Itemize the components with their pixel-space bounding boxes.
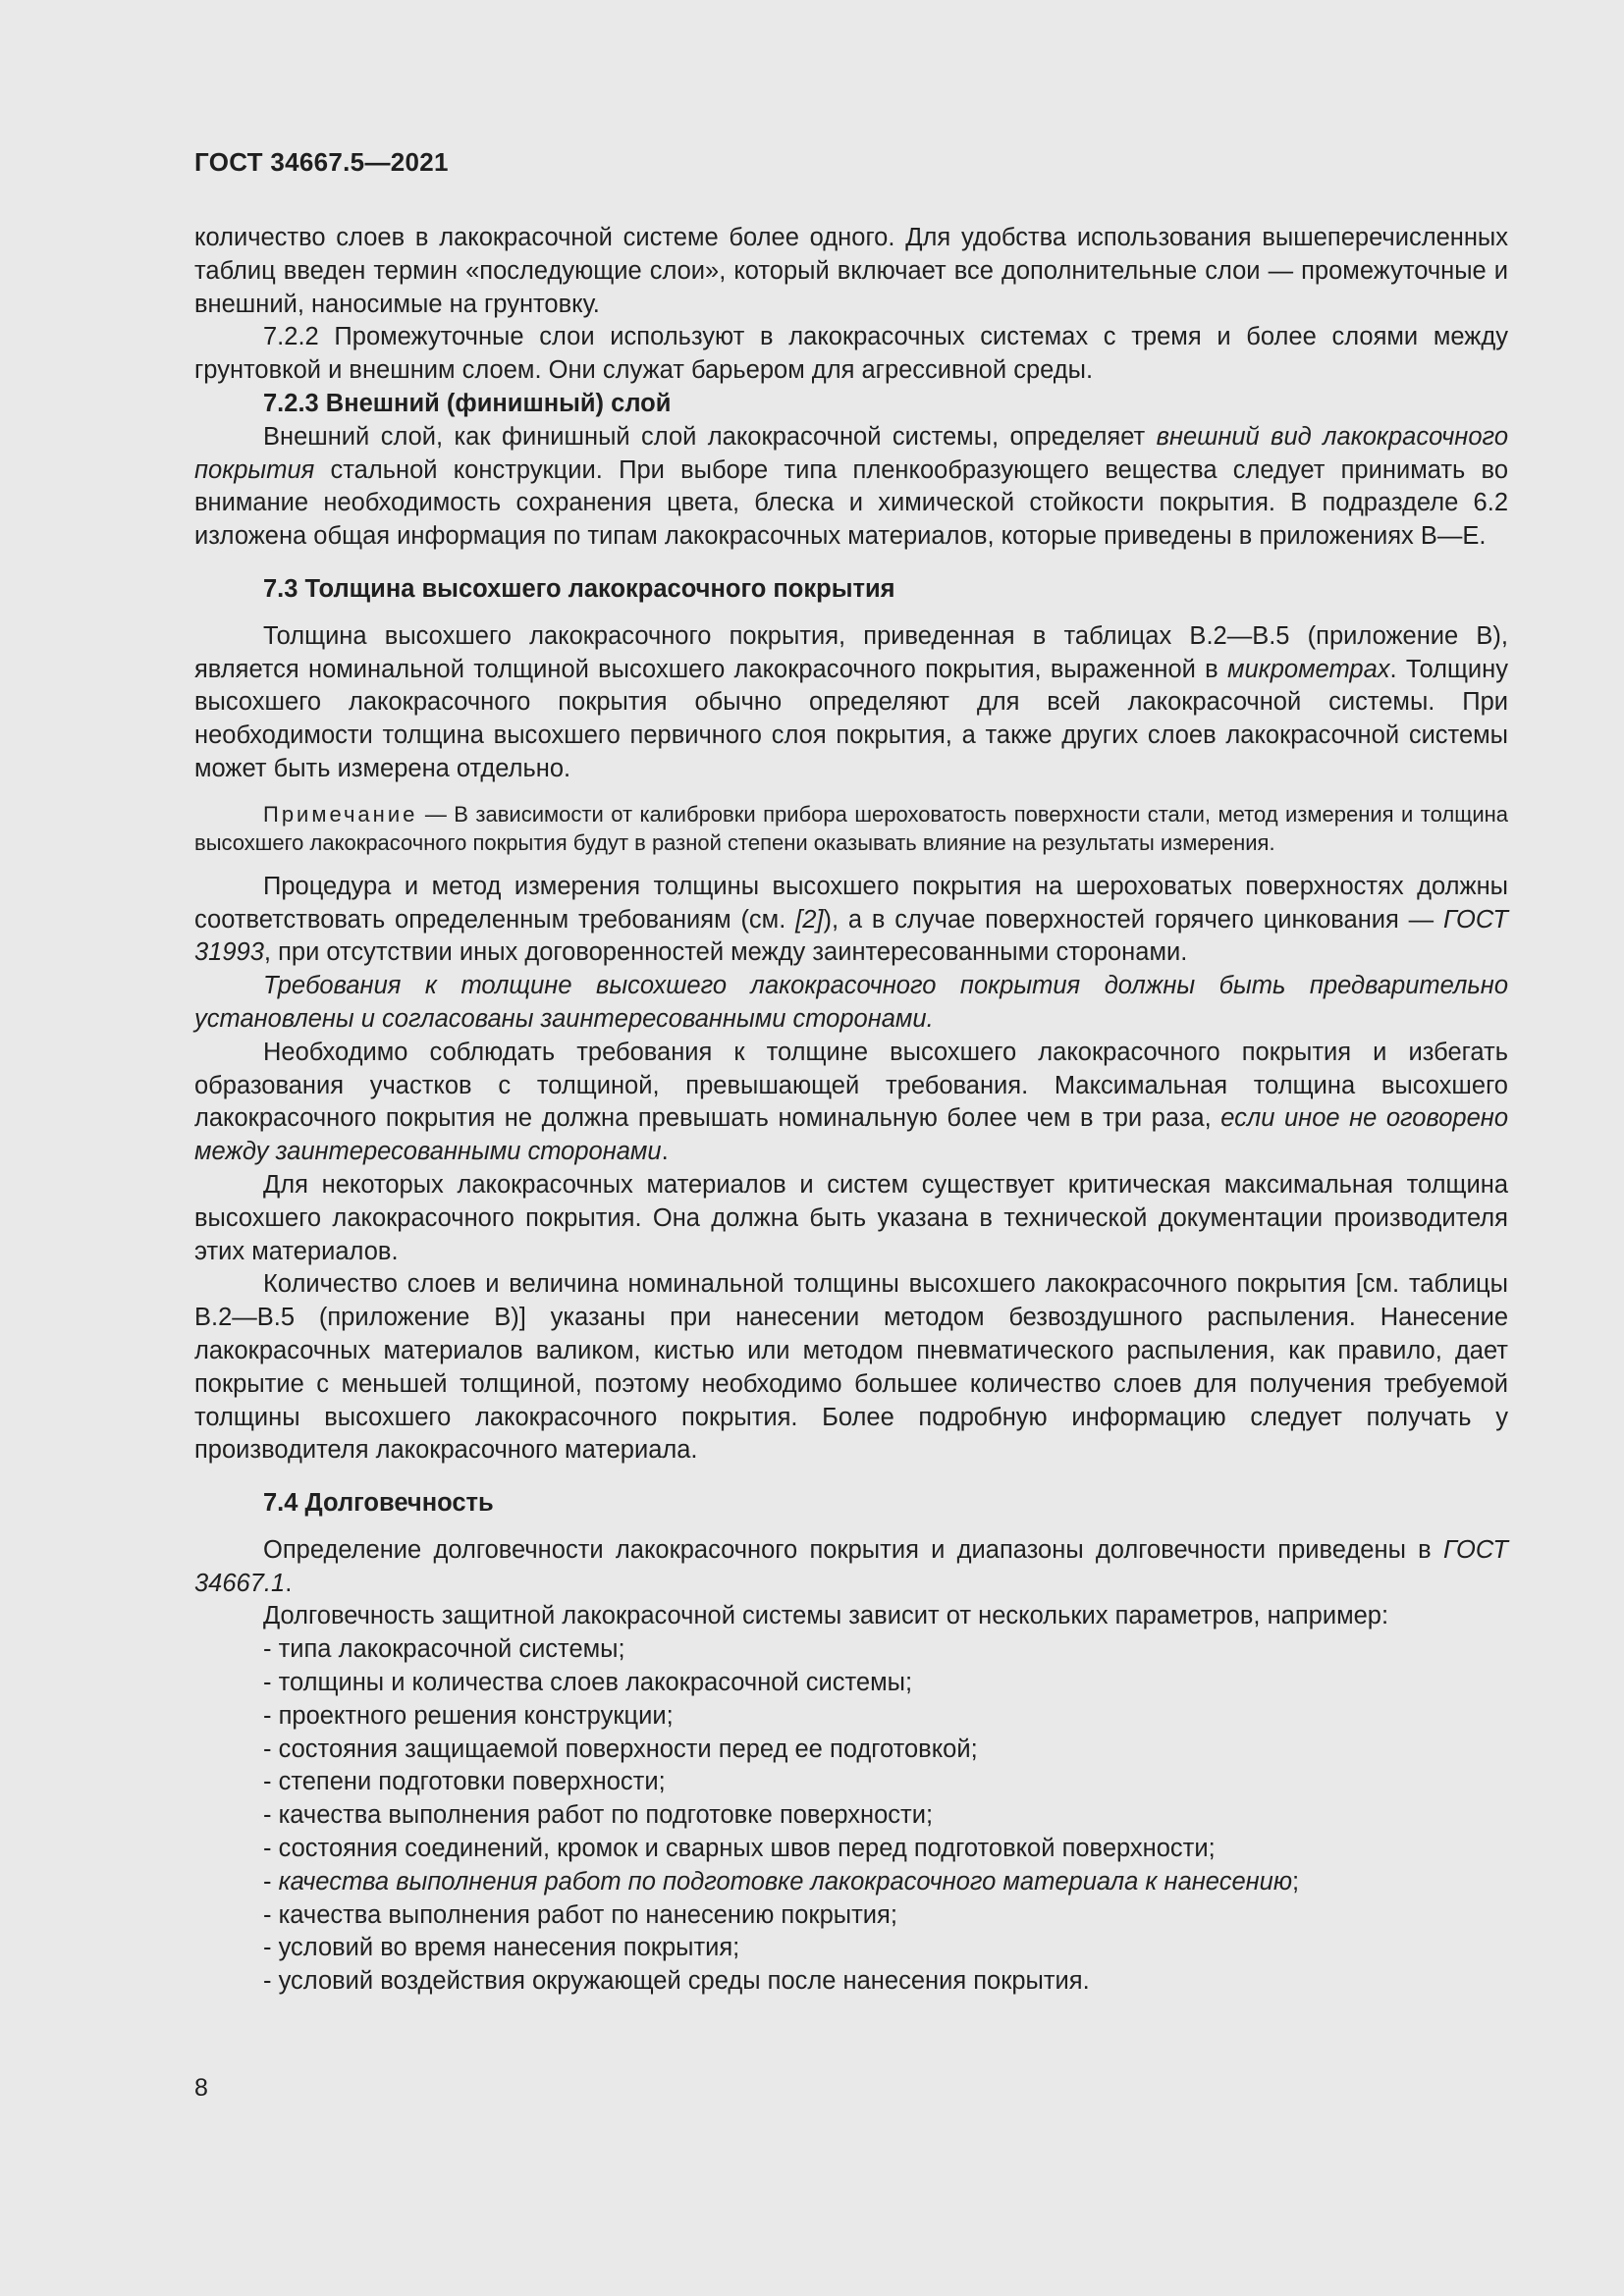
text-run: , при отсутствии иных договоренностей между заинтересованными сторонами. <box>263 938 1188 967</box>
text-run: Определение долговечности лакокрасочного покрытия и диапазоны долговечности приведены в <box>263 1535 1443 1564</box>
note-label: Примечание <box>263 801 418 827</box>
standard-reference: ГОСТ 31993 <box>194 905 1509 967</box>
italic-run: внешний вид лакокрасочного покрытия <box>194 422 1508 484</box>
list-item: - типа лакокрасочной системы; <box>263 1635 625 1664</box>
text-run: Внешний слой, как финишный слой лакокрасочной системы, определяет <box>263 422 1157 451</box>
italic-run: если иное не оговорено между заинтересованными сторонами <box>194 1104 1508 1166</box>
note-text: — В зависимости от калибровки прибора шероховатость поверхности стали, метод измерения и толщина высохшего лакокрасочного покрытия будут в разной степени оказывать влияние на результаты измерения. <box>194 801 1508 855</box>
list-item: - качества выполнения работ по нанесению покрытия; <box>263 1900 897 1929</box>
list-item: - состояния защищаемой поверхности перед ее подготовкой; <box>263 1735 978 1763</box>
list-item: - качества выполнения работ по подготовке поверхности; <box>263 1801 934 1830</box>
italic-run: Требования к толщине высохшего лакокрасочного покрытия должны быть предварительно установлены и согласованы заинтересованными сторонами. <box>194 972 1508 1033</box>
list-item: - состояния соединений, кромок и сварных швов перед подготовкой поверхности; <box>263 1835 1216 1863</box>
list-item: - условий воздействия окружающей среды после нанесения покрытия. <box>263 1967 1090 1996</box>
paragraph <box>194 1534 1508 1601</box>
paragraph <box>194 970 1508 1037</box>
page-content <box>194 222 1508 1999</box>
section-heading-7-4: 7.4 Долговечность <box>263 1489 494 1518</box>
list-item: - степени подготовки поверхности; <box>263 1768 666 1796</box>
note <box>194 800 1508 857</box>
list-item: - проектного решения конструкции; <box>263 1701 674 1730</box>
standard-reference: ГОСТ 34667.1 <box>194 1535 1508 1597</box>
list-item: - условий во время нанесения покрытия; <box>263 1934 740 1962</box>
italic-run: качества выполнения работ по подготовке лакокрасочного материала к нанесению <box>278 1867 1293 1896</box>
italic-run: микрометрах <box>1227 655 1390 683</box>
page-number: 8 <box>194 2074 208 2102</box>
text-run: ), а в случае поверхностей горячего цинкования — <box>823 905 1443 934</box>
text-run: Процедура и метод измерения толщины высохшего покрытия на шероховатых поверхностях должны соответствовать определенным требованиям (см. <box>194 872 1508 934</box>
paragraph <box>194 871 1508 970</box>
text-run: ; <box>1292 1867 1300 1896</box>
text-run: . Толщину высохшего лакокрасочного покрытия обычно определяют для всей лакокрасочной системы. При необходимости толщина высохшего первичного слоя покрытия, а также других слоев лакокрасочной системы может быть измерена отдельно. <box>194 655 1509 782</box>
text-run: - <box>263 1867 279 1896</box>
paragraph: Количество слоев и величина номинальной толщины высохшего лакокрасочного покрытия [см. таблицы В.2—В.5 (приложение В)] указаны при нанесении методом безвоздушного распыления. Нанесение лакокрасочных материалов валиком, кистью или методом пневматического распыления, как правило, дает покрытие с меньшей толщиной, поэтому необходимо большее количество слоев для получения требуемой толщины высохшего лакокрасочного покрытия. Более подробную информацию следует получать у производителя лакокрасочного материала. <box>194 1270 1508 1465</box>
text-run: . <box>661 1138 669 1166</box>
section-heading-7-2-3: 7.2.3 Внешний (финишный) слой <box>263 389 672 417</box>
text-run: . <box>285 1569 293 1597</box>
paragraph: Для некоторых лакокрасочных материалов и систем существует критическая максимальная толщина высохшего лакокрасочного покрытия. Она должна быть указана в технической документации производителя этих материалов. <box>194 1170 1508 1265</box>
parameter-list <box>194 1633 1508 1999</box>
list-item: - толщины и количества слоев лакокрасочной системы; <box>263 1669 913 1697</box>
document-header: ГОСТ 34667.5—2021 <box>194 147 449 177</box>
text-run: стальной конструкции. При выборе типа пленкообразующего вещества следует принимать во внимание необходимость сохранения цвета, блеска и химической стойкости покрытия. В подразделе 6.2 изложена общая информация по типам лакокрасочных материалов, которые приведены в приложениях В—Е. <box>194 455 1508 551</box>
reference-link: [2] <box>795 905 824 934</box>
paragraph: Долговечность защитной лакокрасочной системы зависит от нескольких параметров, например: <box>263 1602 1389 1630</box>
section-heading-7-3: 7.3 Толщина высохшего лакокрасочного покрытия <box>263 574 895 603</box>
text-run: Толщина высохшего лакокрасочного покрытия, приведенная в таблицах В.2—В.5 (приложение В), является номинальной толщиной высохшего лакокрасочного покрытия, выраженной в <box>194 621 1508 683</box>
paragraph <box>194 421 1508 554</box>
paragraph-7-2-2: 7.2.2 Промежуточные слои используют в лакокрасочных системах с тремя и более слоями между грунтовкой и внешним слоем. Они служат барьером для агрессивной среды. <box>194 323 1508 385</box>
list-item <box>263 1866 1508 1899</box>
paragraph: количество слоев в лакокрасочной системе более одного. Для удобства использования вышеперечисленных таблиц введен термин «последующие слои», который включает все дополнительные слои — промежуточные и внешний, наносимые на грунтовку. <box>194 224 1508 318</box>
text-run: Необходимо соблюдать требования к толщине высохшего лакокрасочного покрытия и избегать образования участков с толщиной, превышающей требования. Максимальная толщина высохшего лакокрасочного покрытия не должна превышать номинальную более чем в три раза, <box>194 1038 1508 1133</box>
paragraph <box>194 1037 1508 1169</box>
paragraph <box>194 620 1508 786</box>
